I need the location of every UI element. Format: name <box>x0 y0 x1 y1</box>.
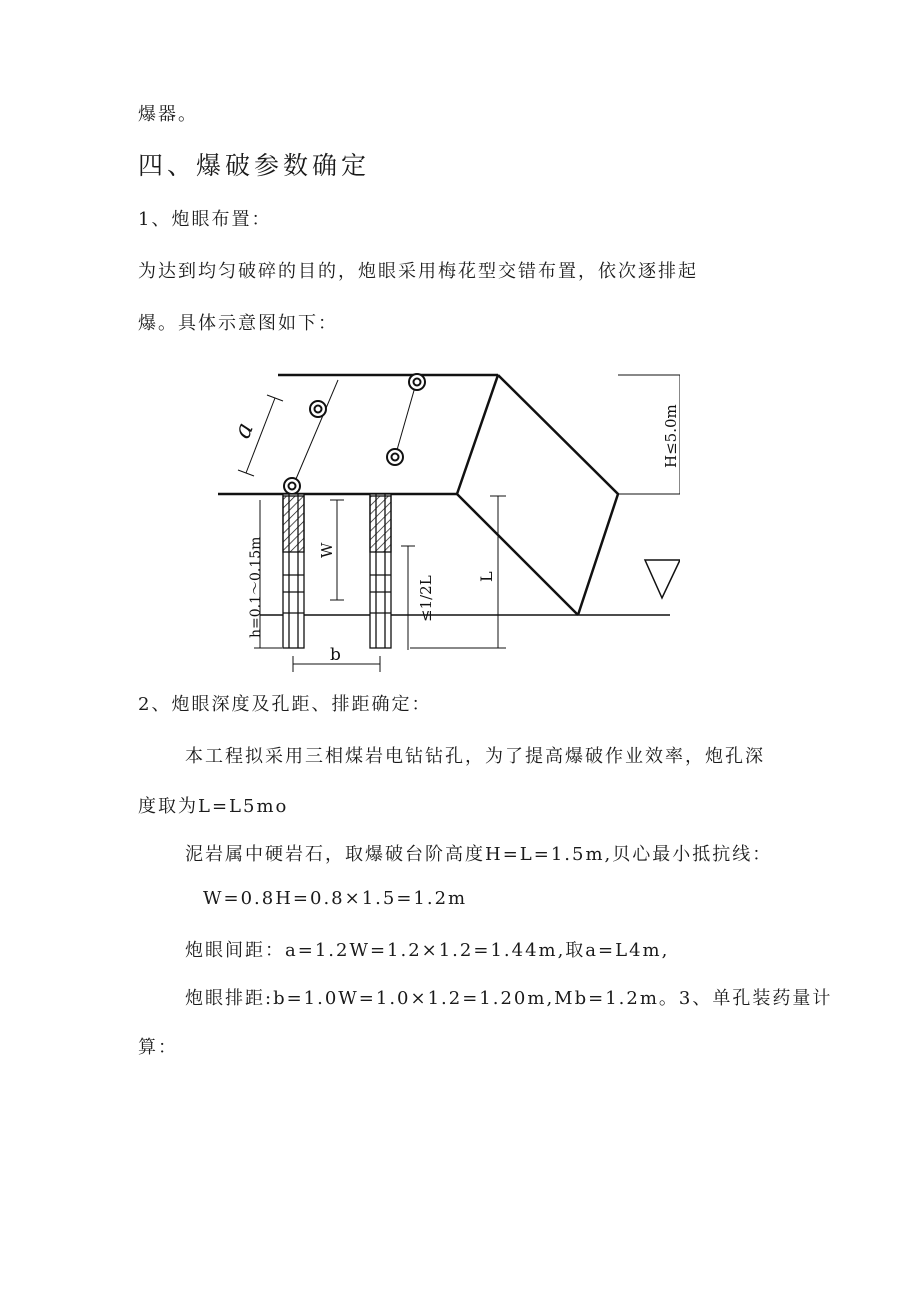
label-b: b <box>330 645 341 665</box>
paragraph-hole-spacing: 炮眼间距：a=1.2W=1.2×1.2=1.44m,取a=L4m, <box>185 940 670 961</box>
subsection-title-1: 1、炮眼布置： <box>138 209 272 230</box>
label-W: W <box>318 542 336 558</box>
borehole-1 <box>283 494 304 648</box>
text-line-1: 爆器。 <box>138 104 198 125</box>
blasthole-layout-diagram <box>210 360 680 675</box>
label-a: a <box>227 418 259 443</box>
paragraph-line-2a: 本工程拟采用三相煤岩电钻钻孔，为了提高爆破作业效率，炮孔深 <box>185 746 765 767</box>
paragraph-line-1b: 爆。具体示意图如下： <box>138 313 338 334</box>
formula-W: W=0.8H=0.8×1.5=1.2m <box>203 888 468 909</box>
label-h: h=0.1～0.15m <box>248 536 264 638</box>
label-half-L: ≤1/2L <box>417 575 435 622</box>
paragraph-line-1a: 为达到均匀破碎的目的，炮眼采用梅花型交错布置，依次逐排起 <box>138 261 698 282</box>
level-marker-icon <box>645 560 680 598</box>
paragraph-line-7: 算： <box>138 1037 178 1058</box>
paragraph-row-spacing: 炮眼排距:b=1.0W=1.0×1.2=1.20m,Mb=1.2m。3、单孔装药量计 <box>185 988 833 1009</box>
subsection-title-2: 2、炮眼深度及孔距、排距确定： <box>138 694 432 715</box>
paragraph-line-3: 泥岩属中硬岩石，取爆破台阶高度H=L=1.5m,贝心最小抵抗线： <box>185 844 773 865</box>
hole-row-1-line <box>293 380 338 486</box>
muckpile-outline <box>498 375 618 615</box>
upper-face-line <box>457 375 498 494</box>
section-heading: 四、爆破参数确定 <box>138 151 371 180</box>
borehole-2 <box>370 494 391 648</box>
lower-face-line <box>457 494 578 615</box>
paragraph-line-2b: 度取为L=L5mo <box>138 796 289 817</box>
label-L: L <box>477 571 496 582</box>
hole-row-2-line <box>395 380 417 457</box>
label-H: H≤5.0m <box>662 404 680 468</box>
